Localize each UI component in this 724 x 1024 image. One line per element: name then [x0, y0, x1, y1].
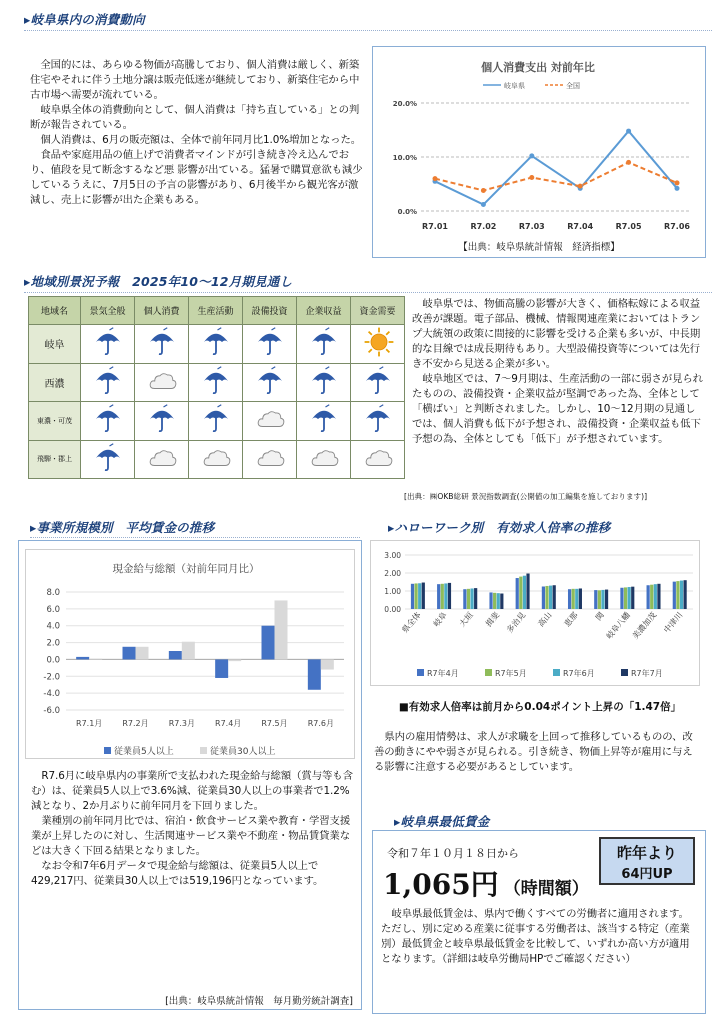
wage-unit: （時間額） [503, 879, 589, 899]
legend-label: 従業員30人以上 [210, 747, 276, 757]
min-wage-box [372, 830, 706, 1014]
table-header-row [29, 297, 405, 325]
x-tick-label: R7.02 [470, 222, 497, 231]
bar [545, 586, 548, 609]
forecast-cell [297, 440, 351, 479]
forecast-cell [81, 440, 135, 479]
bar [553, 585, 556, 609]
min-wage-text: 岐阜県最低賃金は、県内で働くすべての労働者に適用されます。ただし、別に定める産業に従事する労働者は、該当する特定（産業別）最低賃金と岐阜県最低賃金を比較して、いずれか高い方が適用となります。（詳細は岐阜労働局HPでご確認ください） [381, 908, 690, 965]
bar [594, 590, 597, 609]
header-cell: 個人消費 [135, 297, 189, 325]
bar [523, 576, 526, 609]
legend-label: 全国 [566, 82, 580, 90]
data-point [578, 184, 583, 189]
paragraph: 食品や家庭用品の値上げで消費者マインドが引き続き冷え込んでおり、値段を見て断念するなど悪 影響が出ている。猛暑で購買意欲も減少しているうえに、7月5日の予言の影響があり、6月後半から観光客が激減し、売上に影響が出た企業もある。 [30, 149, 363, 206]
paragraph: R7.6月に岐阜県内の事業所で支払われた現金給与総額（賞与等も含む）は、従業員5人以上で3.6%減、従業員30人以上の事業者で1.2%減となり、2か月ぶりに前年同月を下回りました。 [31, 770, 353, 812]
chart-title: 現金給与総額（対前年同月比） [112, 563, 260, 575]
legend-label: R7年5月 [495, 669, 527, 678]
bar [262, 626, 275, 660]
y-tick-label: 0.0 [46, 655, 60, 666]
bar [474, 588, 477, 609]
umbrella-icon [147, 327, 177, 357]
bar [489, 592, 492, 609]
x-tick-label: R7.4月 [215, 719, 242, 728]
y-tick-label: 3.00 [384, 551, 401, 560]
region-label: 東濃・可茂 [29, 402, 81, 441]
legend-label: 岐阜県 [504, 82, 525, 90]
data-point [433, 176, 438, 181]
paragraph: 岐阜県全体の消費動向として、個人消費は「持ち直している」との判断が報告されている。 [30, 104, 360, 131]
forecast-cell [189, 363, 243, 402]
x-tick-label: R7.05 [615, 222, 642, 231]
x-tick-label: 揖斐 [483, 610, 502, 629]
series-line [435, 162, 677, 190]
bar [422, 583, 425, 609]
x-tick-label: R7.5月 [261, 719, 288, 728]
consumption-line-chart [373, 47, 703, 237]
header-cell: 企業収益 [297, 297, 351, 325]
data-point [529, 175, 534, 180]
bar [647, 585, 650, 609]
table-row [29, 402, 405, 441]
jobs-chart-frame [370, 540, 700, 686]
y-tick-label: 0.0% [397, 208, 417, 216]
jobs-bar-chart [371, 541, 699, 685]
paragraph: 岐阜地区では、7～9月期は、生産活動の一部に弱さが見られたものの、設備投資・企業収益が堅調であった為、全体として「横ばい」と判断されました。しかし、10～12月期の見通しでは、個人消費も低下が予想され、設備投資・企業収益も低下予想の為、全体としても「低下」が予想されています。 [412, 373, 703, 445]
forecast-cell [189, 325, 243, 364]
badge-line: 64円UP [621, 867, 673, 882]
forecast-cell [135, 440, 189, 479]
bar [497, 593, 500, 609]
umbrella-icon [255, 327, 285, 357]
bar [657, 584, 660, 609]
bar [228, 659, 241, 661]
bar [526, 574, 529, 609]
chart-title: 個人消費支出 対前年比 [481, 61, 595, 74]
y-tick-label: 4.0 [46, 621, 60, 632]
bar [680, 581, 683, 609]
bar [549, 586, 552, 609]
cloud-icon [363, 443, 393, 473]
data-point [675, 180, 680, 185]
forecast-cell [135, 402, 189, 441]
forecast-cell [135, 325, 189, 364]
umbrella-icon [309, 366, 339, 396]
jobs-text: 県内の雇用情勢は、求人が求職を上回って推移しているものの、改善の動きにやや弱さが見られる。引き続き、物価上昇等が雇用に与える影響に注意する必要があるとしています。 [374, 731, 693, 773]
header-cell: 景気全般 [81, 297, 135, 325]
bar [542, 587, 545, 610]
source-note: 【出典：岐阜県統計情報 経済指標】 [458, 242, 620, 253]
section-title-wages: ▸事業所規模別 平均賃金の推移 [30, 520, 215, 535]
umbrella-icon [309, 404, 339, 434]
bar [605, 590, 608, 609]
bar [437, 584, 440, 609]
header-cell: 資金需要 [351, 297, 405, 325]
legend-swatch [417, 669, 424, 676]
x-tick-label: 岐阜八幡 [604, 610, 633, 641]
section-title-consumption: ▸岐阜県内の消費動向 [24, 12, 145, 27]
bar [76, 657, 89, 660]
bar [308, 659, 321, 689]
section-title-min-wage: ▸岐阜県最低賃金 [394, 814, 490, 829]
y-tick-label: -4.0 [43, 689, 60, 700]
forecast-cell [351, 402, 405, 441]
bar [572, 589, 575, 609]
bar [215, 659, 228, 678]
bar [601, 590, 604, 609]
x-tick-label: R7.04 [567, 222, 594, 231]
bar [519, 577, 522, 609]
table-row [29, 363, 405, 402]
wages-box [18, 540, 362, 1010]
forecast-cell [243, 363, 297, 402]
forecast-cell [81, 363, 135, 402]
y-tick-label: 2.00 [384, 569, 401, 578]
bar [568, 589, 571, 609]
region-label: 飛騨・郡上 [29, 440, 81, 479]
data-point [481, 202, 486, 207]
bar [418, 583, 421, 609]
bar [275, 600, 288, 659]
source-note: [出典：㈱OKB総研 景況指数調査(公開値の加工編集を施しております)] [404, 492, 648, 501]
paragraph: 業種別の前年同月比では、宿泊・飲食サービス業や教育・学習支援業が上昇したのに対し、生活関連サービス業や不動産・物品賃貸業などは大きく下回る結果となりました。 [31, 815, 351, 857]
legend-swatch [553, 669, 560, 676]
x-tick-label: 中津川 [662, 610, 685, 635]
umbrella-icon [201, 327, 231, 357]
legend-label: 従業員5人以上 [114, 747, 174, 757]
bar [448, 583, 451, 609]
x-tick-label: R7.3月 [168, 719, 195, 728]
forecast-cell [297, 363, 351, 402]
bar [463, 589, 466, 609]
bar [631, 587, 634, 609]
bar [516, 578, 519, 609]
umbrella-icon [93, 327, 123, 357]
increase-badge [599, 837, 695, 885]
sun-icon [363, 326, 393, 356]
forecast-cell [135, 363, 189, 402]
bar [321, 659, 334, 669]
x-tick-label: R7.2月 [122, 719, 149, 728]
y-tick-label: -6.0 [43, 706, 60, 716]
bar [579, 588, 582, 609]
forecast-cell [243, 402, 297, 441]
paragraph: 全国的には、あらゆる物価が高騰しており、個人消費は厳しく、新築住宅やそれに伴う土地分譲は販売低迷が継続しており、新築住宅から中古市場へ需要が流れている。 [30, 59, 360, 101]
y-tick-label: 0.00 [384, 605, 401, 614]
x-tick-label: R7.06 [664, 222, 690, 231]
cloud-icon [255, 443, 285, 473]
bar [169, 651, 182, 659]
x-tick-label: R7.1月 [76, 719, 103, 728]
umbrella-icon [363, 366, 393, 396]
consumption-text [30, 58, 368, 208]
y-tick-label: 20.0% [392, 100, 417, 108]
wage-amount: 1,065円 [383, 868, 499, 901]
forecast-text [412, 297, 704, 447]
paragraph: 岐阜県では、物価高騰の影響が大きく、価格転嫁による収益改善が課題。電子部品、機械、情報関連産業においてはトランプ大統領の政策に間接的に影響を受ける企業も多いが、中長期的な目線では成長期待もあり。大型設備投資等については先行き不安から見送る企業が多い。 [412, 298, 701, 370]
x-tick-label: R7.01 [422, 222, 448, 231]
legend-label: R7年6月 [563, 669, 595, 678]
cloud-icon [147, 366, 177, 396]
forecast-cell [243, 440, 297, 479]
bar [182, 642, 195, 660]
bar [650, 585, 653, 609]
header-cell: 地域名 [29, 297, 81, 325]
paragraph: なお令和7年6月データで現金給与総額は、従業員5人以上で429,217円、従業員30人以上では519,196円となっています。 [31, 860, 324, 887]
forecast-cell [189, 402, 243, 441]
data-point [675, 186, 680, 191]
jobs-headline: ■有効求人倍率は前月から0.04ポイント上昇の「1.47倍」 [398, 701, 682, 713]
paragraph: 個人消費は、6月の販売額は、全体で前年同月比1.0%増加となった。 [40, 134, 362, 146]
forecast-cell [351, 440, 405, 479]
forecast-table [28, 296, 405, 479]
bar [470, 588, 473, 609]
region-label: 岐阜 [29, 325, 81, 364]
badge-line: 昨年より [616, 844, 677, 862]
section-title-regional-forecast: ▸地域別景況予報 2025年10～12月期見通し [24, 274, 293, 289]
x-tick-label: 高山 [536, 610, 554, 629]
x-tick-label: 大垣 [457, 610, 475, 629]
bar [684, 580, 687, 609]
y-tick-label: 6.0 [46, 604, 60, 615]
source-note: [出典：岐阜県統計情報 毎月勤労統計調査] [165, 996, 353, 1007]
umbrella-icon [93, 443, 123, 473]
forecast-cell [189, 440, 243, 479]
region-label: 西濃 [29, 363, 81, 402]
x-tick-label: 県全体 [400, 610, 423, 635]
wages-chart-frame [25, 549, 355, 759]
effective-date: 令和７年１０月１８日から [387, 847, 519, 860]
header-cell: 生産活動 [189, 297, 243, 325]
forecast-cell [81, 402, 135, 441]
legend-swatch [621, 669, 628, 676]
wages-bar-chart [26, 550, 354, 758]
table-row [29, 440, 405, 479]
data-point [626, 160, 631, 165]
table-row [29, 325, 405, 364]
bar [673, 582, 676, 609]
bar [624, 587, 627, 609]
umbrella-icon [309, 327, 339, 357]
umbrella-icon [147, 404, 177, 434]
x-tick-label: R7.6月 [307, 719, 334, 728]
bar [598, 590, 601, 609]
forecast-cell [351, 325, 405, 364]
data-point [481, 188, 486, 193]
x-tick-label: 関 [593, 610, 606, 623]
legend-label: R7年7月 [631, 669, 663, 678]
legend-swatch [485, 669, 492, 676]
data-point [529, 153, 534, 158]
min-wage-value [383, 863, 589, 903]
forecast-cell [351, 363, 405, 402]
umbrella-icon [93, 366, 123, 396]
bar [620, 588, 623, 609]
umbrella-icon [201, 404, 231, 434]
legend-swatch [200, 747, 207, 754]
forecast-cell [243, 325, 297, 364]
forecast-cell [297, 402, 351, 441]
data-point [626, 129, 631, 134]
legend-swatch [104, 747, 111, 754]
bar [411, 584, 414, 609]
bar [467, 589, 470, 609]
cloud-icon [201, 443, 231, 473]
bar [444, 583, 447, 609]
y-tick-label: 2.0 [46, 638, 60, 649]
cloud-icon [147, 443, 177, 473]
forecast-cell [297, 325, 351, 364]
bar [441, 584, 444, 609]
header-cell: 設備投資 [243, 297, 297, 325]
bar [493, 593, 496, 609]
legend-label: R7年4月 [427, 669, 459, 678]
umbrella-icon [201, 366, 231, 396]
umbrella-icon [363, 404, 393, 434]
bar [628, 587, 631, 609]
x-tick-label: R7.03 [518, 222, 545, 231]
umbrella-icon [93, 404, 123, 434]
section-title-jobs-ratio: ▸ハローワーク別 有効求人倍率の推移 [388, 520, 611, 535]
bar [123, 647, 136, 660]
wages-text [31, 769, 355, 889]
y-tick-label: 8.0 [46, 588, 60, 598]
y-tick-label: 10.0% [392, 154, 417, 162]
bar [414, 583, 417, 609]
bar [654, 584, 657, 609]
bar [136, 647, 149, 660]
x-tick-label: 多治見 [505, 610, 528, 635]
bar [89, 659, 102, 660]
cloud-icon [309, 443, 339, 473]
bar [500, 594, 503, 609]
y-tick-label: 1.00 [384, 587, 401, 596]
umbrella-icon [255, 366, 285, 396]
y-tick-label: -2.0 [43, 672, 60, 683]
consumption-chart-box [372, 46, 706, 258]
x-tick-label: 美濃加茂 [630, 610, 659, 641]
cloud-icon [255, 404, 285, 434]
x-tick-label: 岐阜 [431, 610, 449, 629]
bar [575, 589, 578, 609]
forecast-cell [81, 325, 135, 364]
x-tick-label: 恵那 [562, 610, 580, 629]
bar [676, 581, 679, 609]
